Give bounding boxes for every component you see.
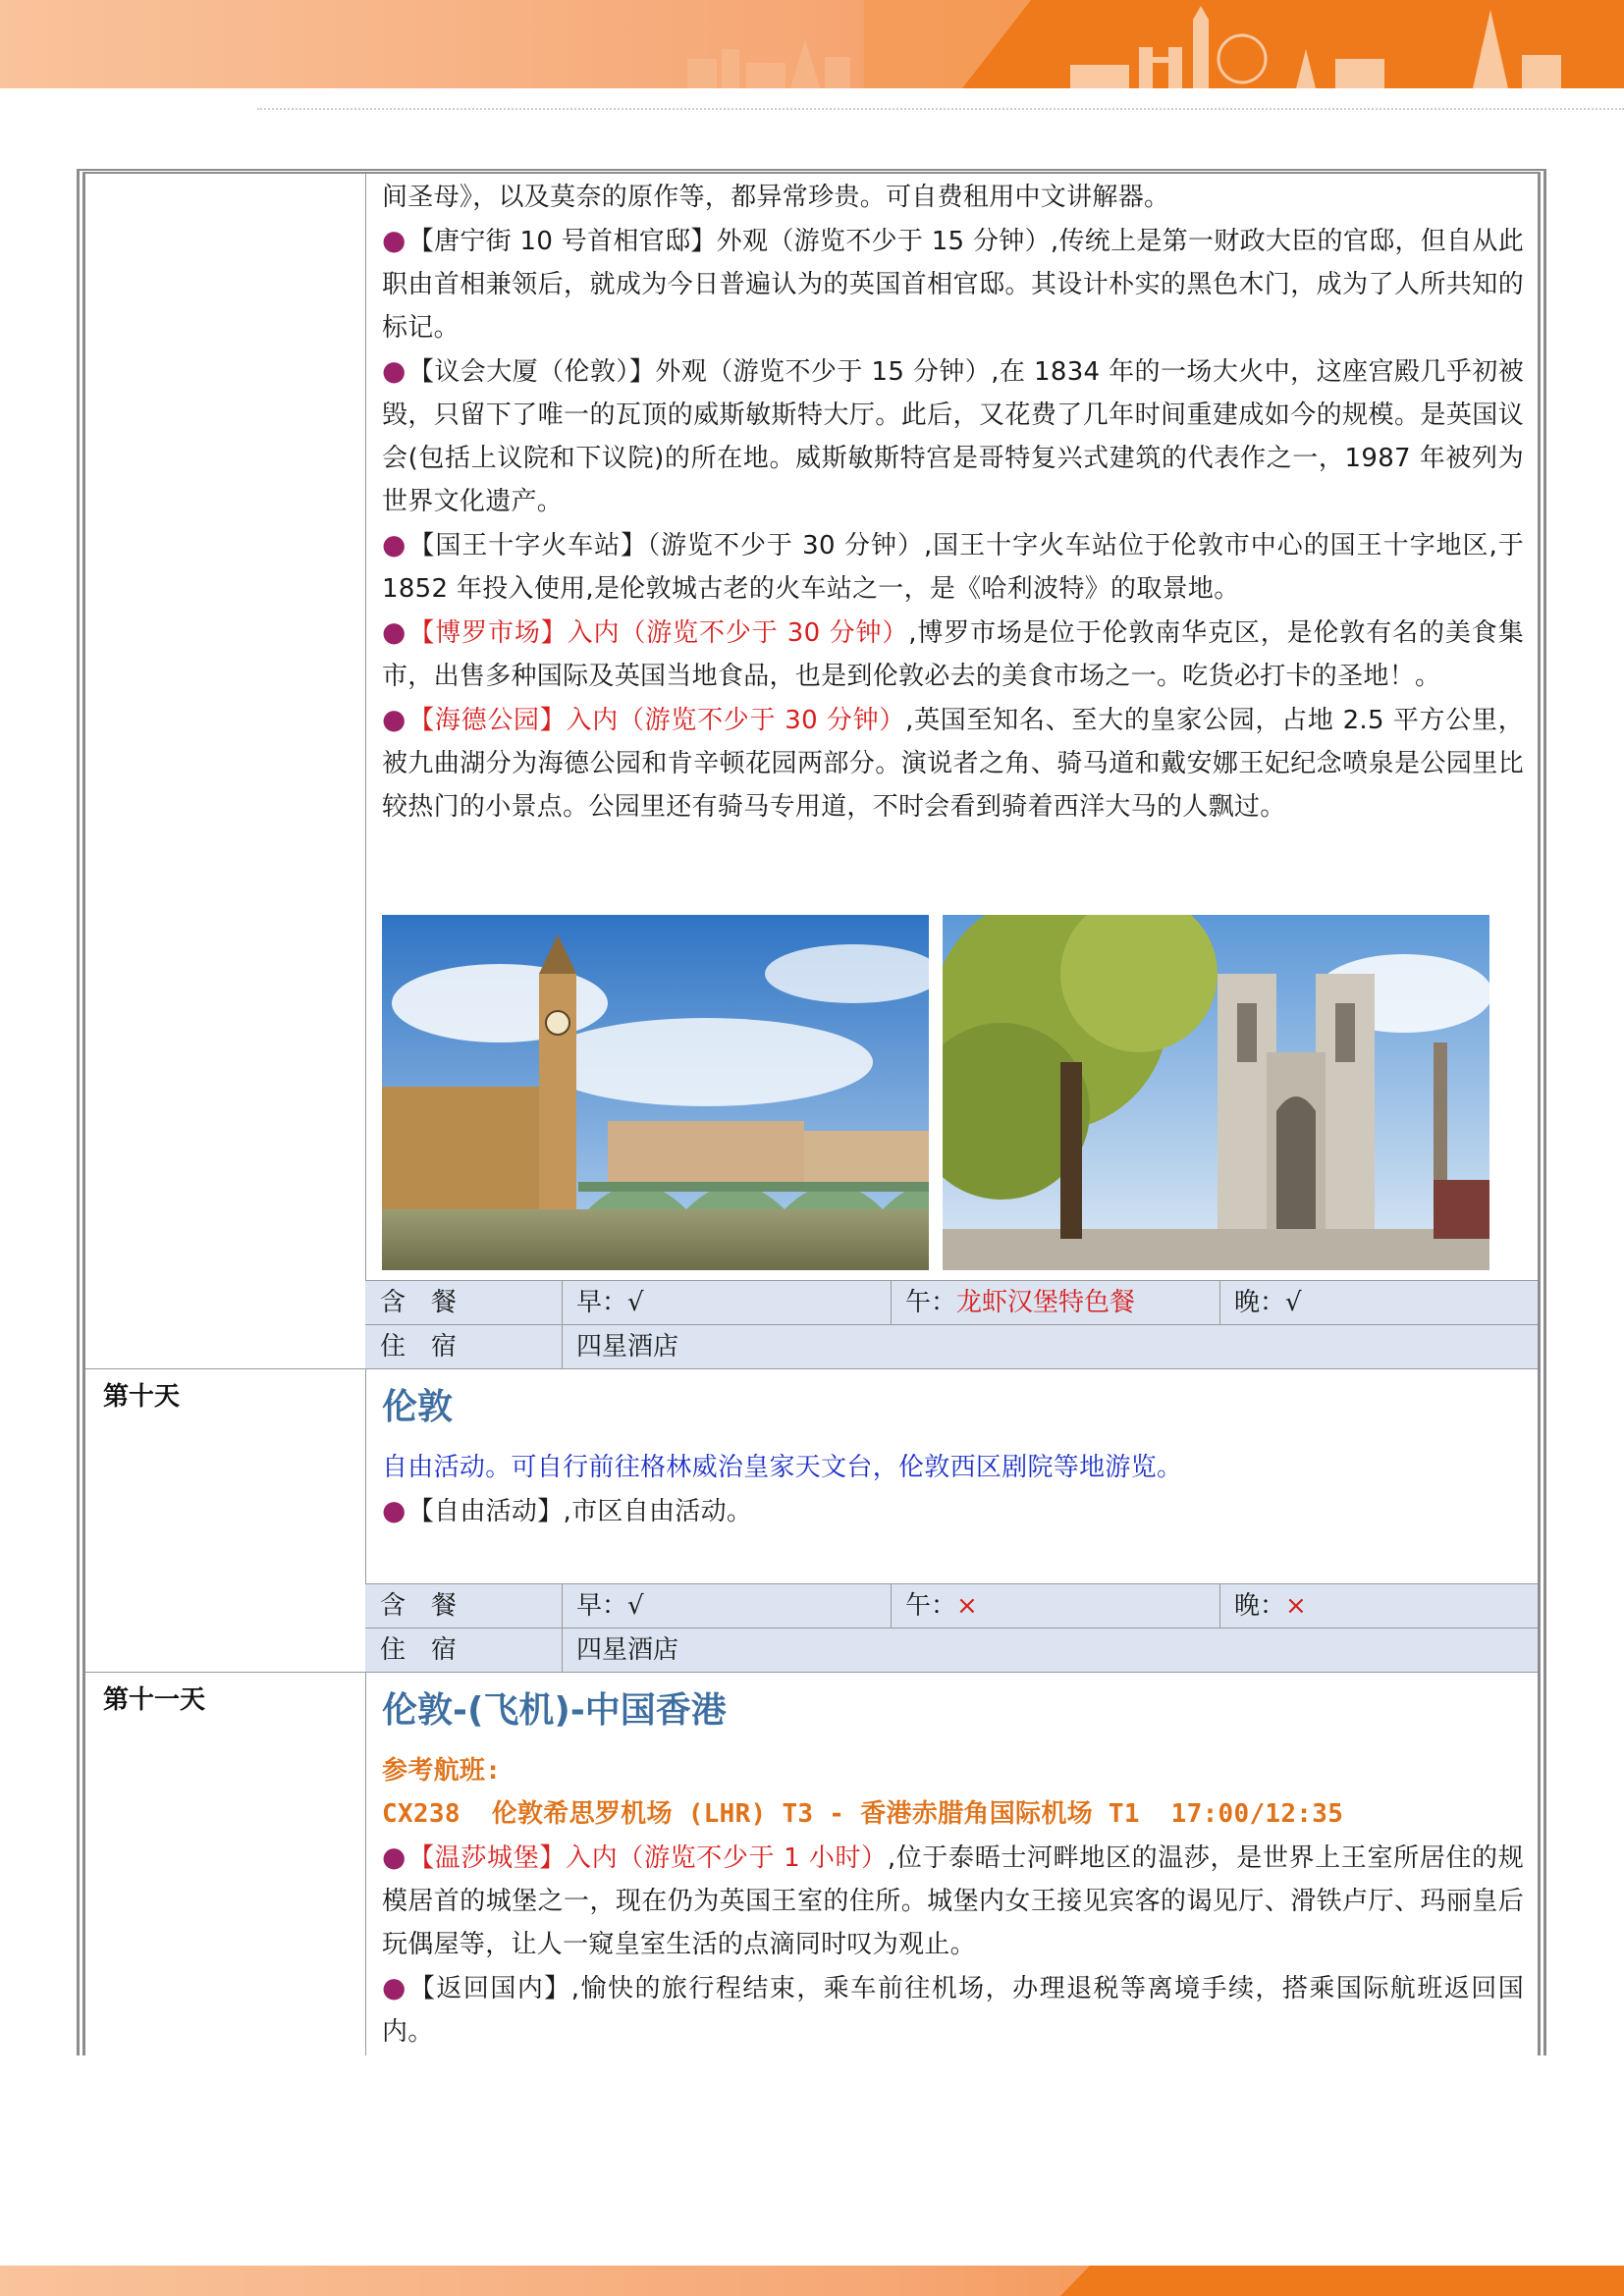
day10-hotel-row [365, 1629, 1538, 1672]
hotel-label: 住 宿 [380, 1332, 458, 1362]
bullet-icon: ● [382, 224, 406, 256]
lunch-prefix: 午： [905, 1288, 957, 1317]
dinner-value: √ [1285, 1288, 1302, 1317]
lunch-prefix: 午： [905, 1591, 957, 1621]
paragraph-segment: ,位于泰晤士河畔地区的温莎，是世界上王室所居住的规模居首的城堡之一，现在仍为英国王室的住所。城堡内女王接见宾客的谒见厅、滑铁卢厅、玛丽皇后玩偶屋等，让人一窥皇室生活的点滴同时叹为观止。 [382, 1843, 1525, 1959]
column-divider [365, 174, 366, 2056]
breakfast-cell [562, 1584, 891, 1628]
lunch-value: × [956, 1591, 978, 1621]
hotel-value: 四星酒店 [576, 1635, 679, 1665]
day-divider [85, 1672, 1538, 1673]
lunch-cell [891, 1584, 1219, 1628]
paragraph-segment: 【海德公园】入内（游览不少于 30 分钟） [408, 706, 906, 735]
lunch-cell [891, 1281, 1219, 1324]
paragraph-segment: 【自由活动】,市区自由活动。 [407, 1497, 753, 1526]
day10-meals-row [365, 1584, 1538, 1628]
day10-label: 第十天 [103, 1382, 181, 1412]
dinner-prefix: 晚： [1234, 1591, 1286, 1621]
breakfast-prefix: 早： [576, 1288, 628, 1317]
day10-intro: 自由活动。可自行前往格林威治皇家天文台，伦敦西区剧院等地游览。 [382, 1453, 1183, 1482]
meals-label: 含 餐 [380, 1591, 458, 1621]
footer-banner [0, 2266, 1624, 2296]
breakfast-value: √ [627, 1288, 644, 1317]
breakfast-cell [562, 1281, 891, 1324]
paragraph-segment: 【温莎城堡】入内（游览不少于 1 小时） [408, 1843, 888, 1873]
bullet-icon: ● [382, 1494, 406, 1526]
paragraph-segment: 间圣母》，以及莫奈的原作等，都异常珍贵。可自费租用中文讲解器。 [382, 183, 1170, 212]
itinerary-table [77, 169, 1546, 2056]
breakfast-prefix: 早： [576, 1591, 628, 1621]
flight-heading: 参考航班: [382, 1756, 502, 1786]
day11-city-title: 伦敦-(飞机)-中国香港 [382, 1690, 727, 1731]
day9-description [382, 176, 1524, 828]
lunch-value: 龙虾汉堡特色餐 [956, 1288, 1136, 1317]
day10-description [382, 1489, 1524, 1533]
dinner-prefix: 晚： [1234, 1288, 1286, 1317]
paragraph [382, 1966, 1524, 2054]
hotel-value: 四星酒店 [576, 1332, 679, 1362]
paragraph-segment: 【博罗市场】入内（游览不少于 30 分钟） [408, 618, 909, 648]
day11-label: 第十一天 [103, 1685, 206, 1715]
day10-city-title: 伦敦 [382, 1387, 454, 1427]
paragraph-segment: ,英国至知名、至大的皇家公园，占地 2.5 平方公里，被九曲湖分为海德公园和肯辛顿花园两部分。演说者之角、骑马道和戴安娜王妃纪念喷泉是公园里比较热门的小景点。公园里还有骑马专用道，不时会看到骑着西洋大马的人飘过。 [382, 706, 1524, 822]
breakfast-value: √ [627, 1591, 644, 1621]
paragraph [382, 176, 1524, 219]
day9-meals-row [365, 1281, 1538, 1324]
dinner-cell [1219, 1584, 1543, 1628]
bullet-icon: ● [382, 703, 407, 735]
photo-row [382, 915, 1491, 1270]
paragraph [382, 1836, 1524, 1966]
paragraph-segment: 【议会大厦（伦敦）】外观（游览不少于 15 分钟）,在 1834 年的一场大火中，这座宫殿几乎初被毁，只留下了唯一的瓦顶的威斯敏斯特大厅。此后，又花费了几年时间重建成如今的规模。是英国议会(包括上议院和下议院)的所在地。威斯敏斯特宫是哥特复兴式建筑的代表作之一，1987 年被列为世界文化遗产。 [382, 357, 1524, 516]
paragraph [382, 698, 1524, 828]
day-divider [85, 1368, 1538, 1369]
bullet-icon: ● [382, 528, 407, 561]
bullet-icon: ● [382, 615, 407, 648]
dinner-value: × [1285, 1591, 1307, 1621]
meals-label: 含 餐 [380, 1288, 458, 1317]
day9-hotel-row [365, 1325, 1538, 1368]
day11-content [382, 1686, 1524, 2054]
photo-big-ben [382, 915, 929, 1270]
hotel-label: 住 宿 [380, 1635, 458, 1665]
paragraph-segment: 【返回国内】,愉快的旅行程结束，乘车前往机场，办理退税等离境手续，搭乘国际航班返回国内。 [382, 1974, 1525, 2047]
paragraph-segment: ,博罗市场是位于伦敦南华克区，是伦敦有名的美食集市，出售多种国际及英国当地食品，也是到伦敦必去的美食市场之一。吃货必打卡的圣地！。 [382, 618, 1524, 691]
header-banner [0, 0, 1624, 88]
bullet-icon: ● [382, 1971, 407, 2003]
bullet-icon: ● [382, 1841, 407, 1873]
photo-westminster-abbey [943, 915, 1489, 1270]
bullet-icon: ● [382, 354, 406, 387]
day11-description [382, 1836, 1524, 2054]
header-divider [257, 108, 1624, 110]
flight-info: CX238 伦敦希思罗机场 (LHR) T3 - 香港赤腊角国际机场 T1 17:00/12:35 [382, 1799, 1344, 1829]
day10-content [382, 1383, 1524, 1533]
paragraph [382, 523, 1524, 611]
paragraph-segment: 【唐宁街 10 号首相官邸】外观（游览不少于 15 分钟）,传统上是第一财政大臣的官邸，但自从此职由首相兼领后，就成为今日普遍认为的英国首相官邸。其设计朴实的黑色木门，成为了人所共知的标记。 [382, 227, 1524, 343]
paragraph [382, 1489, 1524, 1533]
paragraph-segment: 【国王十字火车站】（游览不少于 30 分钟）,国王十字火车站位于伦敦市中心的国王十字地区,于 1852 年投入使用,是伦敦城古老的火车站之一，是《哈利波特》的取景地。 [382, 531, 1524, 604]
paragraph [382, 349, 1524, 523]
paragraph [382, 219, 1524, 349]
paragraph [382, 611, 1524, 698]
dinner-cell [1219, 1281, 1543, 1324]
